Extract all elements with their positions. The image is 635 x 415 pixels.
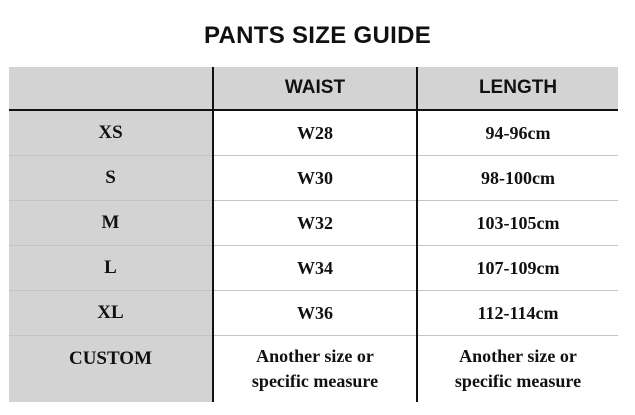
- header-length: LENGTH: [417, 67, 618, 110]
- size-label: S: [9, 156, 213, 201]
- header-size: [9, 67, 213, 110]
- table-row: [9, 291, 618, 336]
- table-header-row: [9, 67, 618, 110]
- header-waist: WAIST: [213, 67, 417, 110]
- table-row: [9, 246, 618, 291]
- size-label: XS: [9, 110, 213, 156]
- table-row: [9, 110, 618, 156]
- table-row: [9, 156, 618, 201]
- length-value: 103-105cm: [417, 201, 618, 246]
- page-title: PANTS SIZE GUIDE: [203, 22, 432, 49]
- waist-value: Another size or specific measure: [213, 336, 417, 403]
- length-value: 112-114cm: [417, 291, 618, 336]
- table-row-custom: [9, 336, 618, 403]
- waist-value: W28: [213, 110, 417, 156]
- length-value: 94-96cm: [417, 110, 618, 156]
- size-label: L: [9, 246, 213, 291]
- waist-value: W34: [213, 246, 417, 291]
- waist-value: W32: [213, 201, 417, 246]
- length-value: 107-109cm: [417, 246, 618, 291]
- size-label: M: [9, 201, 213, 246]
- length-value: 98-100cm: [417, 156, 618, 201]
- table-row: [9, 201, 618, 246]
- size-guide-table: [9, 67, 618, 402]
- waist-value: W30: [213, 156, 417, 201]
- size-label: CUSTOM: [9, 336, 213, 403]
- size-label: XL: [9, 291, 213, 336]
- waist-value: W36: [213, 291, 417, 336]
- length-value: Another size or specific measure: [417, 336, 618, 403]
